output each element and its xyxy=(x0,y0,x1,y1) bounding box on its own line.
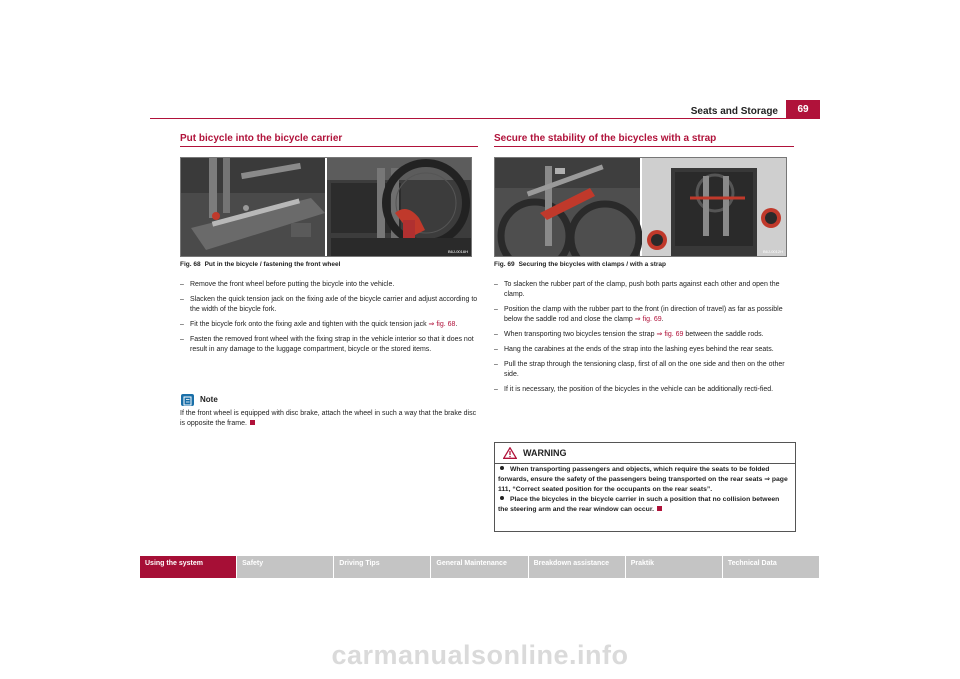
chapter-nav xyxy=(140,556,820,578)
strap-steps xyxy=(494,280,794,400)
warning-title-bar xyxy=(495,443,795,464)
end-of-section-icon xyxy=(657,506,662,511)
nav-tab-breakdown-assistance[interactable]: Breakdown assistance xyxy=(529,556,626,578)
watermark: carmanualsonline.info xyxy=(331,640,629,670)
section-heading-strap: Secure the stability of the bicycles with a strap xyxy=(494,133,717,144)
fig-69-link[interactable]: ⇒ fig. 69 xyxy=(634,316,662,323)
step-item: – Pull the strap through the tensioning clasp, first of all on the one side and then on the other side. xyxy=(494,361,785,378)
figure-68-illustration xyxy=(181,158,471,256)
warning-title: WARNING xyxy=(523,448,567,458)
step-item: – Position the clamp with the rubber part to the front (in direction of travel) as far as possible below the saddle rod and close the clamp ⇒ fig. 69. xyxy=(494,306,783,323)
warning-box xyxy=(494,442,796,532)
nav-tab-praktik[interactable]: Praktik xyxy=(626,556,723,578)
step-item: – Fit the bicycle fork onto the fixing axle and tighten with the quick tension jack ⇒ fig. 68. xyxy=(180,321,458,328)
figure-68-number: Fig. 68 xyxy=(180,261,201,268)
nav-tab-driving-tips[interactable]: Driving Tips xyxy=(334,556,431,578)
warning-item: When transporting passengers and objects, which require the seats to be folded forwards, ensure the safety of the passengers being transported on the rear seats ⇒ page 111, “Correct seated position for the occupants on the rear seats”. xyxy=(498,466,788,493)
figure-68-caption xyxy=(180,261,340,268)
bicycle-carrier-steps xyxy=(180,280,478,360)
page-number: 69 xyxy=(786,100,820,119)
warning-item: Place the bicycles in the bicycle carrier in such a position that no collision between the steering arm and the rear window can occur. xyxy=(498,496,780,514)
step-item: – Hang the carabines at the ends of the strap into the lashing eyes behind the rear seats. xyxy=(494,346,774,353)
step-item: – Remove the front wheel before putting the bicycle into the vehicle. xyxy=(180,281,395,288)
figure-68-code: B6J-0016H xyxy=(447,249,468,254)
step-item: – If it is necessary, the position of the bicycles in the vehicle can be additionally recti-fied. xyxy=(494,386,774,393)
figure-69-caption-text: Securing the bicycles with clamps / with a strap xyxy=(518,261,666,268)
section-heading-rule xyxy=(180,146,478,147)
step-item: – Slacken the quick tension jack on the fixing axle of the bicycle carrier and adjust according to the width of the bicycle fork. xyxy=(180,296,478,313)
nav-tab-using-the-system[interactable]: Using the system xyxy=(140,556,237,578)
nav-tab-safety[interactable]: Safety xyxy=(237,556,334,578)
page-header-title: Seats and Storage xyxy=(690,106,778,117)
warning-triangle-icon xyxy=(503,447,517,459)
section-heading-bicycle-carrier: Put bicycle into the bicycle carrier xyxy=(180,133,343,144)
nav-tab-technical-data[interactable]: Technical Data xyxy=(723,556,820,578)
bullet-icon xyxy=(500,496,504,500)
figure-69-caption xyxy=(494,261,666,268)
end-of-section-icon xyxy=(250,420,255,425)
figure-69-illustration xyxy=(495,158,786,256)
note-title: Note xyxy=(200,395,218,404)
fig-68-link[interactable]: ⇒ fig. 68 xyxy=(428,321,456,328)
figure-68-caption-text: Put in the bicycle / fastening the front wheel xyxy=(204,261,341,268)
bullet-icon xyxy=(500,466,504,470)
header-rule xyxy=(150,118,820,119)
fig-69-link[interactable]: ⇒ fig. 69 xyxy=(656,331,684,338)
nav-tab-general-maintenance[interactable]: General Maintenance xyxy=(431,556,528,578)
figure-69-number: Fig. 69 xyxy=(494,261,515,268)
note-icon xyxy=(181,394,194,406)
figure-68 xyxy=(180,157,472,257)
step-item: – When transporting two bicycles tension the strap ⇒ fig. 69 between the saddle rods. xyxy=(494,331,764,338)
step-item: – Fasten the removed front wheel with the fixing strap in the vehicle interior so that it does not result in any damage to the luggage compartment, bicycle or the stored items. xyxy=(180,336,474,353)
step-item: – To slacken the rubber part of the clamp, push both parts against each other and open the clamp. xyxy=(494,281,780,298)
figure-69-code: B6J-0012H xyxy=(762,249,783,254)
section-heading-rule xyxy=(494,146,794,147)
note-text: If the front wheel is equipped with disc brake, attach the wheel in such a way that the brake disc is opposite the frame. xyxy=(180,410,477,427)
warning-text xyxy=(498,465,790,516)
figure-69 xyxy=(494,157,787,257)
